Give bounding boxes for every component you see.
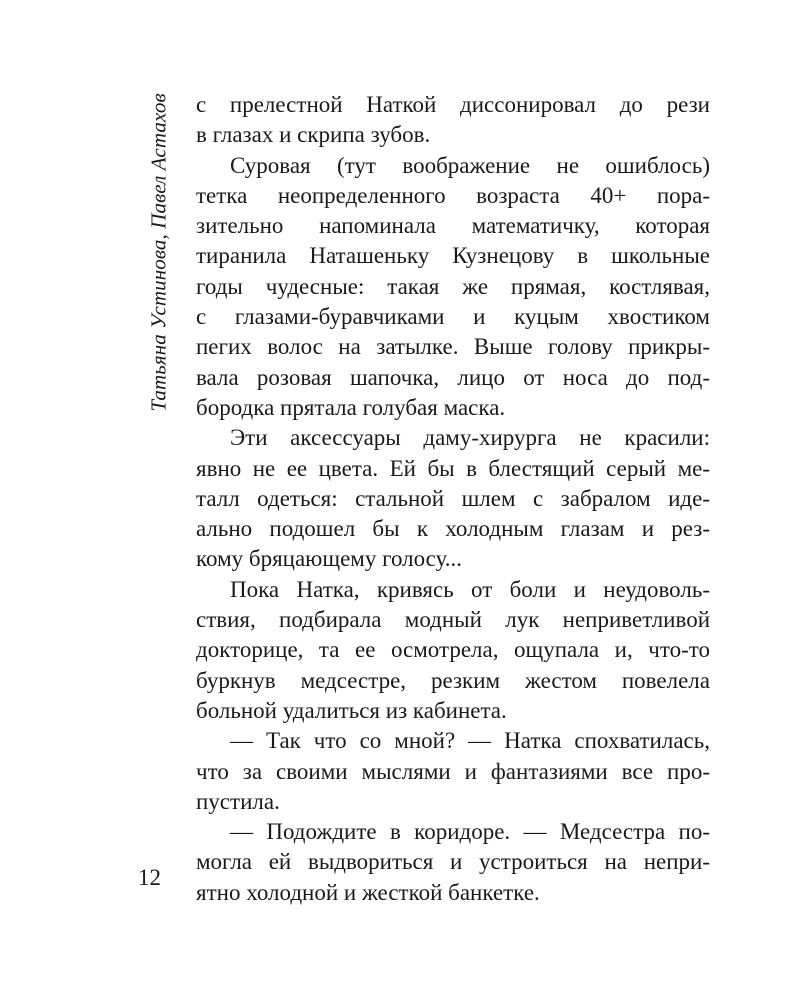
text-line: годы чудесные: такая же прямая, костлявая, xyxy=(196,273,710,299)
running-head xyxy=(142,93,176,412)
text-line: что за своими мыслями и фантазиями все про- xyxy=(196,758,710,784)
text-line: — Так что со мной? — Натка спохватилась, xyxy=(230,728,710,754)
text-line: докторице, та ее осмотрела, ощупала и, что-то xyxy=(196,637,710,663)
text-line: больной удалиться из кабинета. xyxy=(196,697,507,723)
text-line: с глазами-буравчиками и куцым хвостиком xyxy=(196,304,710,330)
page-number: 12 xyxy=(138,865,161,890)
text-line: пустила. xyxy=(196,788,280,814)
text-line: талл одеться: стальной шлем с забралом иде- xyxy=(196,485,710,511)
body-text xyxy=(196,90,710,908)
text-line: тетка неопределенного возраста 40+ пора- xyxy=(196,182,710,208)
text-line: ствия, подбирала модный лук неприветливой xyxy=(196,607,710,633)
text-line: буркнув медсестре, резким жестом повелела xyxy=(196,667,710,693)
text-line: явно не ее цвета. Ей бы в блестящий серый ме- xyxy=(196,455,710,481)
text-line: с прелестной Наткой диссонировал до рези xyxy=(196,92,710,117)
text-line: — Подождите в коридоре. — Медсестра по- xyxy=(230,819,710,845)
text-line: могла ей выдвориться и устроиться на непри- xyxy=(196,849,710,875)
text-line: ятно холодной и жесткой банкетке. xyxy=(196,879,540,905)
text-line: ально подошел бы к холодным глазам и рез- xyxy=(196,516,710,542)
text-line: кому бряцающему голосу... xyxy=(196,546,463,572)
text-line: пегих волос на затылке. Выше голову прикры- xyxy=(196,334,710,360)
text-line: Пока Натка, кривясь от боли и неудоволь- xyxy=(230,576,710,602)
text-line: Эти аксессуары даму-хирурга не красили: xyxy=(230,425,710,451)
text-line: зительно напоминала математичку, которая xyxy=(196,213,710,239)
text-line: тиранила Наташеньку Кузнецову в школьные xyxy=(196,243,710,269)
text-line: вала розовая шапочка, лицо от носа до под- xyxy=(196,364,710,390)
text-line: бородка прятала голубая маска. xyxy=(196,394,506,420)
text-line: Суровая (тут воображение не ошиблось) xyxy=(230,152,710,178)
text-line: в глазах и скрипа зубов. xyxy=(196,122,431,148)
running-head-text: Татьяна Устинова, Павел Астахов xyxy=(146,93,171,412)
